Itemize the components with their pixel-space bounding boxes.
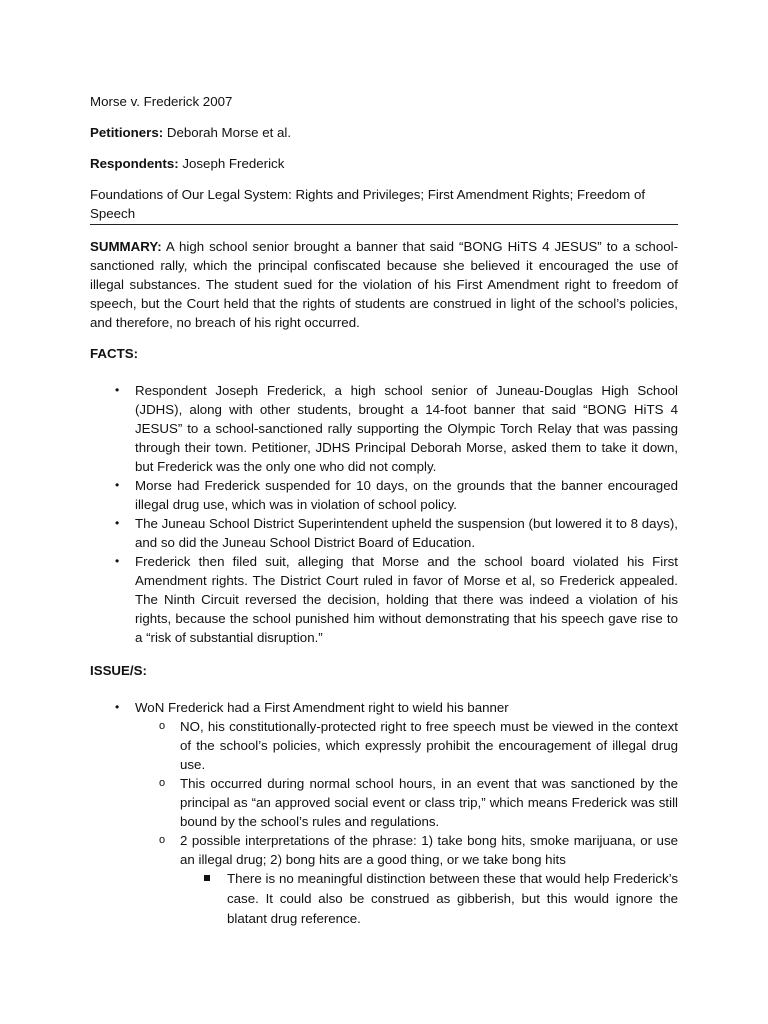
bullet-dot-icon: •	[115, 700, 120, 714]
issue-item	[90, 698, 678, 929]
issues-list	[90, 698, 678, 929]
summary-paragraph	[90, 237, 678, 332]
issue-subsub-list	[180, 869, 678, 929]
issue-sub-item	[135, 774, 678, 831]
issue-sub-text: This occurred during normal school hours, in an event that was sanctioned by the principal as “an approved social event or class trip,” which means Frederick was still bound by the school’s rules and regulations.	[180, 776, 678, 829]
issue-sub-text: NO, his constitutionally-protected right to free speech must be viewed in the context of the school’s policies, which expressly prohibit the encouragement of illegal drug use.	[180, 719, 678, 772]
topics-line: Foundations of Our Legal System: Rights and Privileges; First Amendment Rights; Freedom of Speech	[90, 185, 678, 225]
facts-list	[90, 381, 678, 647]
fact-item	[90, 552, 678, 647]
fact-item	[90, 381, 678, 476]
issue-sub-list	[135, 717, 678, 929]
bullet-square-icon	[204, 875, 210, 881]
respondents-line	[90, 154, 678, 173]
fact-item	[90, 514, 678, 552]
case-title: Morse v. Frederick 2007	[90, 94, 233, 109]
fact-text: The Juneau School District Superintendent upheld the suspension (but lowered it to 8 days), and so did the Juneau School District Board of Education.	[135, 516, 678, 550]
summary-label: SUMMARY:	[90, 239, 162, 254]
respondents-label: Respondents:	[90, 156, 179, 171]
fact-text: Respondent Joseph Frederick, a high school senior of Juneau-Douglas High School (JDHS), along with other students, brought a 14-foot banner that said “BONG HiTS 4 JESUS” to a school-sanctioned rally supporting the Olympic Torch Relay that was passing through their town. Petitioner, JDHS Principal Deborah Morse, asked them to take it down, but Frederick was the only one who did not comply.	[135, 383, 678, 474]
bullet-dot-icon: •	[115, 554, 120, 568]
bullet-dot-icon: •	[115, 516, 120, 530]
petitioners-line	[90, 123, 678, 142]
petitioners-value: Deborah Morse et al.	[166, 125, 292, 140]
issue-sub-item	[135, 717, 678, 774]
summary-text: A high school senior brought a banner that said “BONG HiTS 4 JESUS” to a school-sanctioned rally, which the principal confiscated because she believed it encouraged the use of illegal substances. The student sued for the violation of his First Amendment right to freedom of speech, but the Court held that the rights of students are construed in light of the school’s policies, and therefore, no breach of his right occurred.	[90, 239, 678, 330]
issues-heading: ISSUE/S:	[90, 663, 147, 678]
facts-heading: FACTS:	[90, 346, 139, 361]
respondents-value: Joseph Frederick	[182, 156, 285, 171]
issue-sub-item	[135, 831, 678, 929]
bullet-circle-icon: o	[159, 720, 166, 732]
issue-sub-text: 2 possible interpretations of the phrase: 1) take bong hits, smoke marijuana, or use an illegal drug; 2) bong hits are a good thing, or we take bong hits	[180, 833, 678, 867]
bullet-circle-icon: o	[159, 834, 166, 846]
bullet-circle-icon: o	[159, 777, 166, 789]
fact-text: Morse had Frederick suspended for 10 days, on the grounds that the banner encouraged illegal drug use, which was in violation of school policy.	[135, 478, 678, 512]
petitioners-label: Petitioners:	[90, 125, 164, 140]
fact-item	[90, 476, 678, 514]
issue-subsub-text: There is no meaningful distinction between these that would help Frederick’s case. It could also be construed as gibberish, but this would ignore the blatant drug reference.	[227, 871, 678, 926]
bullet-dot-icon: •	[115, 478, 120, 492]
issue-subsub-item	[180, 869, 678, 929]
issue-text: WoN Frederick had a First Amendment right to wield his banner	[135, 700, 509, 715]
bullet-dot-icon: •	[115, 383, 120, 397]
document-page	[90, 92, 678, 929]
fact-text: Frederick then filed suit, alleging that Morse and the school board violated his First Amendment rights. The District Court ruled in favor of Morse et al, so Frederick appealed. The Ninth Circuit reversed the decision, holding that there was indeed a violation of his rights, because the school punished him without demonstrating that his speech gave rise to a “risk of substantial disruption.”	[135, 554, 678, 645]
